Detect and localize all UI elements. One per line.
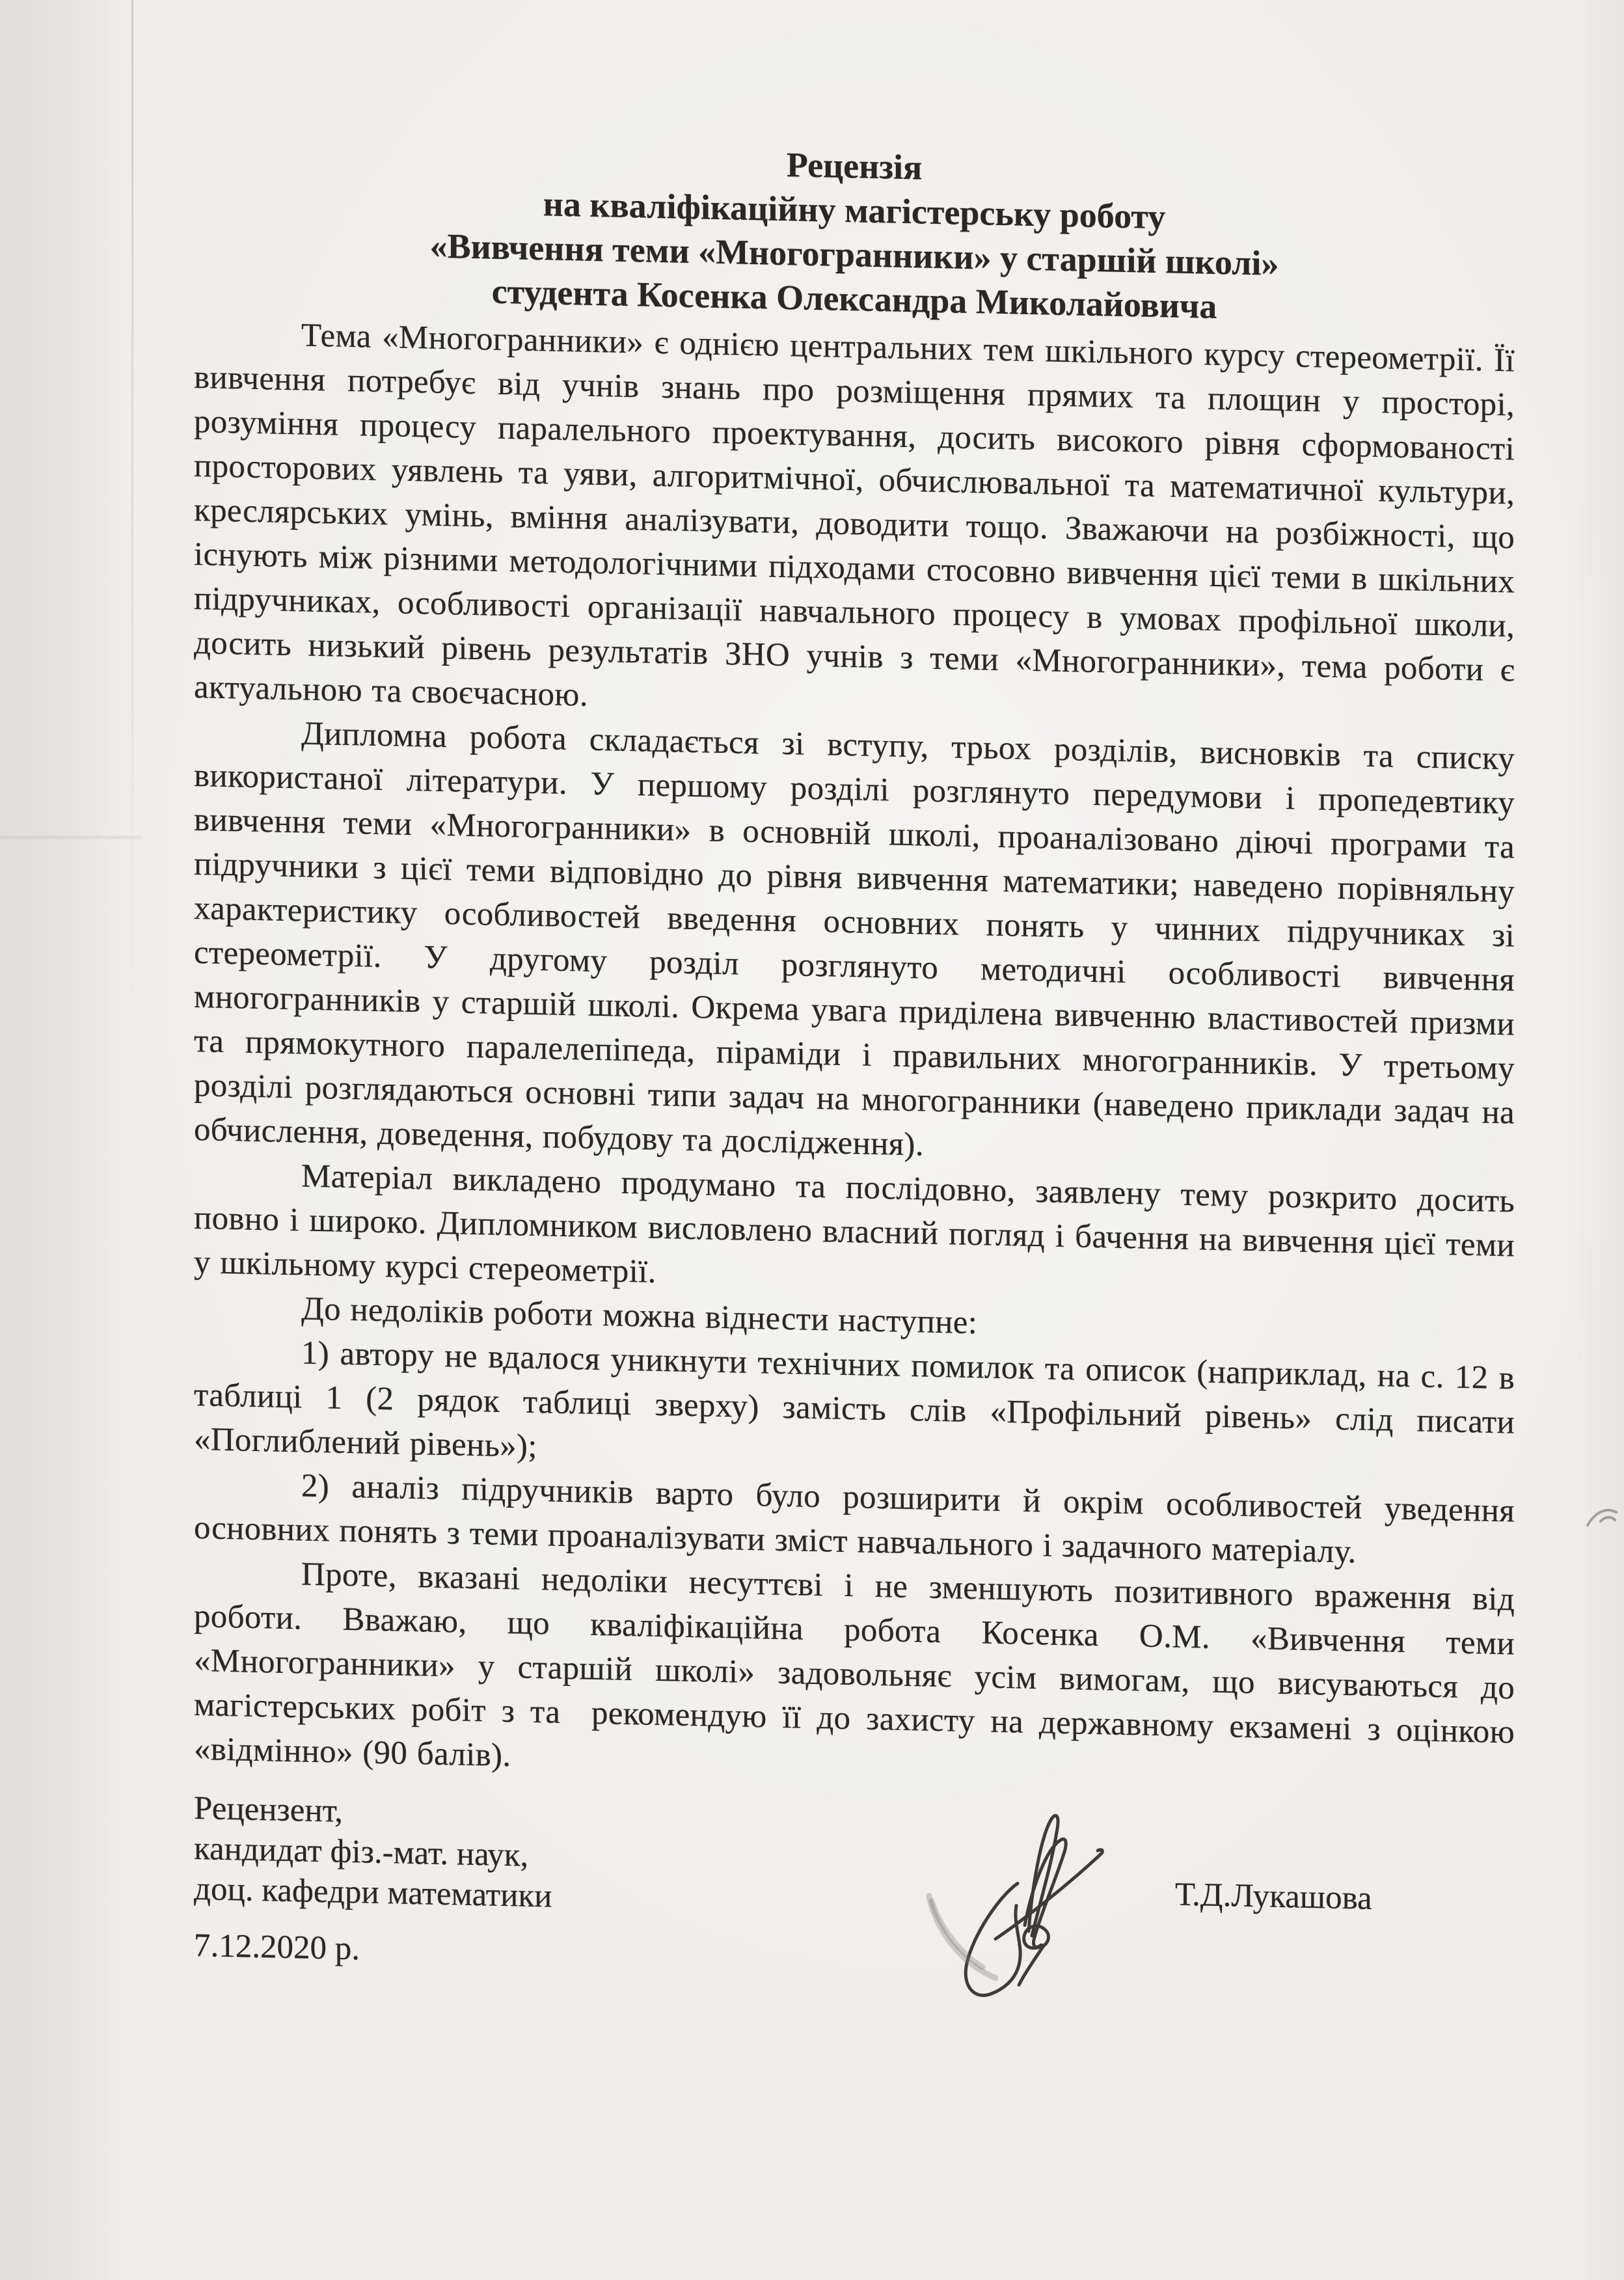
document-title: Рецензія — [786, 145, 923, 187]
page-left-edge-shadow — [0, 0, 137, 2280]
shortcomings-heading: До недоліків роботи можна віднести наступне: — [301, 1290, 978, 1342]
paper-crease — [0, 836, 142, 839]
shortcoming-item-1: 1) автору не вдалося уникнути технічних помилок та описок (наприклад, на с. 12 в таблиці 1 (2 рядок таблиці зверху) замість слів «Профільний рівень» слід писати «Поглиблений рівень»); — [194, 1335, 1515, 1465]
signature-block — [194, 1788, 1515, 2096]
review-date: 7.12.2020 р. — [194, 1927, 360, 1968]
structure-paragraph: Дипломна робота складається зі вступу, трьох розділів, висновків та списку використаної літератури. У першому розділі розглянуто передумови і пропедевтику вивчення теми «Многогранники» в основній школі, проаналізовано діючі програми та підручники з цієї теми відповідно до рівня вивчення математики; наведено порівняльну характеристику особливостей введення основних понять у чинних підручниках зі стереометрії. У другому розділ розглянуто методичні особливості вивчення многогранників у старшій школі. Окрема увага приділена вивченню властивостей призми та прямокутного паралелепіпеда, піраміди і правильних многогранників. У третьому розділі розглядаються основні типи задач на многогранники (наведено приклади задач на обчислення, доведення, побудову та дослідження). — [194, 715, 1515, 1163]
intro-paragraph: Тема «Многогранники» є однією центральних тем шкільного курсу стереометрії. Її вивчення потребує від учнів знань про розміщення прямих та площин у просторі, розуміння процесу паралельного проектування, досить високого рівня сформованості просторових уявлень та уяви, алгоритмічної, обчислювальної та математичної культури, креслярських умінь, вміння аналізувати, доводити тощо. Зважаючи на розбіжності, що існують між різними методологічними підходами стосовно вивчення цієї теми в шкільних підручниках, особливості організації навчального процесу в умовах профільної школи, досить низький рівень результатів ЗНО учнів з теми «Многогранники», тема роботи є актуальною та своєчасною. — [194, 317, 1515, 714]
reviewer-role-line: Рецензент, — [194, 1790, 343, 1830]
shortcoming-item-2: 2) аналіз підручників варто було розширити й окрім особливостей уведення основних понять з теми проаналізувати зміст навчального і задачного матеріалу. — [194, 1467, 1515, 1571]
page-fold-line — [131, 0, 133, 1009]
conclusion-paragraph: Проте, вказані недоліки несуттєві і не зменшують позитивного враження від роботи. Вважаю, що кваліфікаційна робота Косенка О.М. «Вивчення теми «Многогранники» у старшій школі» задовольняє усім вимогам, що висуваються до магістерських робіт з та рекомендую її до захисту на державному екзамені з оцінкою «відмінно» (90 балів). — [194, 1556, 1515, 1774]
title-line-2: на кваліфікаційну магістерську роботу — [543, 184, 1166, 237]
reviewer-position-line: доц. кафедри математики — [194, 1871, 552, 1915]
title-line-3: «Вивчення теми «Многогранники» у старшій школі» — [429, 226, 1279, 283]
assessment-paragraph: Матеріал викладено продумано та послідовно, заявлену тему розкрито досить повно і широко. Дипломником висловлено власний погляд і бачення на вивчення цієї теми у шкільному курсі стереометрії. — [194, 1158, 1515, 1290]
document-content — [194, 130, 1515, 2096]
page-right-edge-shadow — [1572, 0, 1624, 2280]
title-line-4: студента Косенка Олександра Миколайовича — [491, 271, 1217, 326]
pencil-smudge — [923, 1884, 1007, 1990]
reviewer-name: Т.Д.Лукашова — [1175, 1876, 1372, 1917]
ink-smudge — [1581, 1497, 1624, 1542]
reviewer-degree-line: кандидат фіз.-мат. наук, — [194, 1830, 529, 1874]
